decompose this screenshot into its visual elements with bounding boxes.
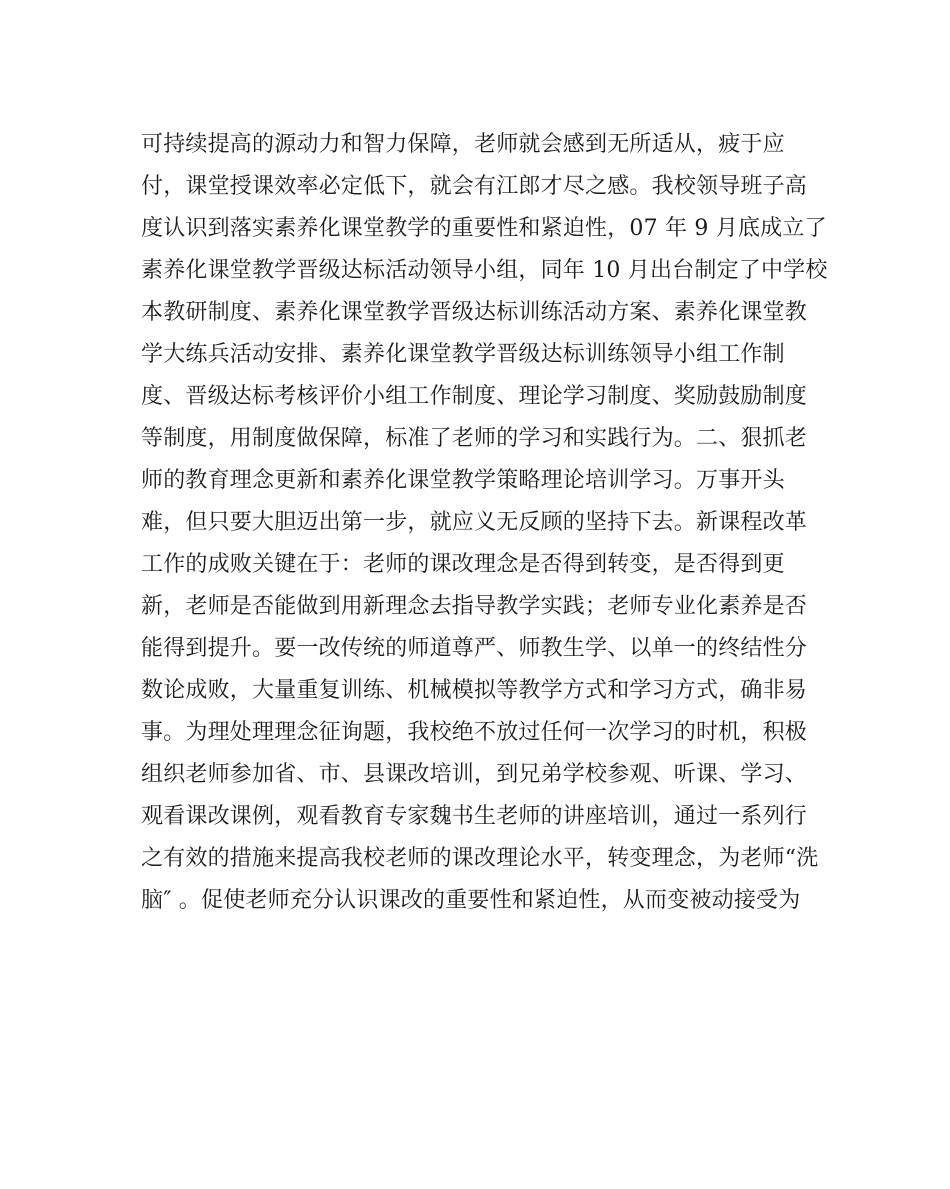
text-line-11: 工作的成败关键在于：老师的课改理念是否得到转变，是否得到更 <box>141 552 785 577</box>
text-line-4: 素养化课堂教学晋级达标活动领导小组，同年 10 月出台制定了中学校 <box>141 258 828 283</box>
text-line-8: 等制度，用制度做保障，标准了老师的学习和实践行为。二、狠抓老 <box>141 426 808 451</box>
text-line-6: 学大练兵活动安排、素养化课堂教学晋级达标训练领导小组工作制 <box>141 342 785 367</box>
text-line-17: 观看课改课例，观看教育专家魏书生老师的讲座培训，通过一系列行 <box>141 804 808 829</box>
text-line-16: 组织老师参加省、市、县课改培训，到兄弟学校参观、听课、学习、 <box>141 762 808 787</box>
text-line-10: 难，但只要大胆迈出第一步，就应义无反顾的坚持下去。新课程改革 <box>141 510 808 535</box>
body-text <box>141 124 828 922</box>
text-line-2: 付，课堂授课效率必定低下，就会有江郎才尽之感。我校领导班子高 <box>141 174 808 199</box>
text-line-9: 师的教育理念更新和素养化课堂教学策略理论培训学习。万事开头 <box>141 468 785 493</box>
text-line-1: 可持续提高的源动力和智力保障，老师就会感到无所适从，疲于应 <box>141 132 785 157</box>
text-line-5: 本教研制度、素养化课堂教学晋级达标训练活动方案、素养化课堂教 <box>141 300 808 325</box>
text-line-18: 之有效的措施来提高我校老师的课改理论水平，转变理念，为老师“洗 <box>141 846 819 871</box>
text-line-3: 度认识到落实素养化课堂教学的重要性和紧迫性，07 年 9 月底成立了 <box>141 216 827 241</box>
text-line-14: 数论成败，大量重复训练、机械模拟等教学方式和学习方式，确非易 <box>141 678 808 703</box>
text-line-15: 事。为理处理理念征询题，我校绝不放过任何一次学习的时机，积极 <box>141 720 808 745</box>
text-line-19: 脑″ 。促使老师充分认识课改的重要性和紧迫性，从而变被动接受为 <box>141 888 801 913</box>
text-line-13: 能得到提升。要一改传统的师道尊严、师教生学、以单一的终结性分 <box>141 636 808 661</box>
text-line-7: 度、晋级达标考核评价小组工作制度、理论学习制度、奖励鼓励制度 <box>141 384 808 409</box>
text-line-12: 新，老师是否能做到用新理念去指导教学实践；老师专业化素养是否 <box>141 594 808 619</box>
